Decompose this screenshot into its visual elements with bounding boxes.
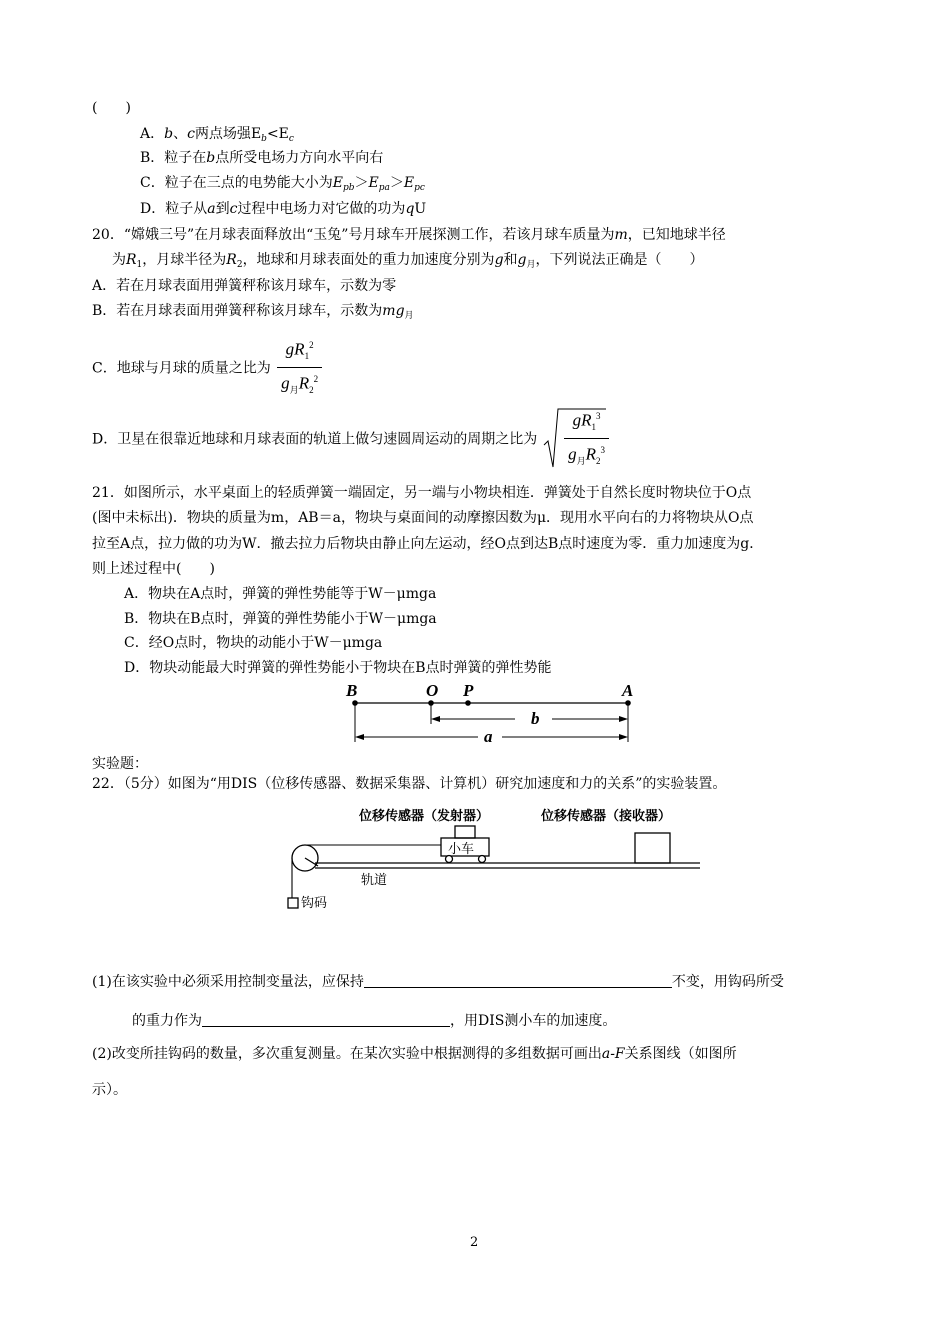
q19-option-c: C．粒子在三点的电势能大小为$E_{pb}>E_{pa}>E_{pc}$	[140, 175, 425, 193]
q19-answer-paren: ( )	[92, 100, 131, 116]
cart-wheel-left	[446, 856, 453, 863]
q19-option-a: A．b、c两点场强$E_b<E_c$	[140, 126, 294, 144]
receiver-box	[635, 833, 670, 863]
weight-label: 钩码	[301, 895, 328, 910]
dim-label-a: a	[484, 727, 493, 746]
q22-part2-line1: (2)改变所挂钩码的数量，多次重复测量。在某次实验中根据测得的多组数据可画出a-F关系图线（如图所	[92, 1046, 737, 1062]
mass-ratio-fraction: $\frac{gR_1^2}{g_月R_2^2}$	[277, 334, 322, 401]
q19-option-d: D．粒子从a到c过程中电场力对它做的功为qU	[140, 201, 427, 217]
q20-option-a: A．若在月球表面用弹簧秤称该月球车，示数为零	[92, 278, 397, 294]
answer-blank-1[interactable]	[364, 987, 672, 988]
q22-part1-line1: (1)在该实验中必须采用控制变量法，应保持 不变，用钩码所受	[92, 974, 784, 990]
label-B: B	[346, 681, 358, 700]
q19-option-b: B．粒子在b点所受电场力方向水平向右	[140, 150, 384, 166]
q22-stem: 22．（5分）如图为“用DIS（位移传感器、数据采集器、计算机）研究加速度和力的关系”的实验装置。	[92, 776, 727, 792]
label-O: O	[426, 681, 439, 700]
q20-stem-line2: 为$R_1$，月球半径为$R_2$，地球和月球表面处的重力加速度分别为g和$g_月$，下列说法正确是（ ）	[112, 252, 704, 270]
hook-weight	[288, 898, 298, 908]
q20-option-d: D．卫星在很靠近地球和月球表面的轨道上做匀速圆周运动的周期之比为 $\frac{gR_1^3}{g_月R_2^3}$	[92, 405, 609, 472]
q22-part1-line2: 的重力作为 ，用DIS测小车的加速度。	[132, 1013, 617, 1029]
q21-option-a: A．物块在A点时，弹簧的弹性势能等于W－μmga	[124, 586, 437, 602]
q21-stem-line1: 21．如图所示，水平桌面上的轻质弹簧一端固定，另一端与小物块相连．弹簧处于自然长度时物块位于O点	[92, 485, 752, 501]
cart-wheel-right	[479, 856, 486, 863]
dim-label-b: b	[531, 709, 540, 728]
emitter-box	[455, 826, 475, 838]
point-P	[465, 700, 471, 706]
q20-stem-line1: 20．“嫦娥三号”在月球表面释放出“玉兔”号月球车开展探测工作，若该月球车质量为m，已知地球半径	[92, 227, 726, 243]
q21-stem-line3: 拉至A点，拉力做的功为W．撤去拉力后物块由静止向左运动，经O点到达B点时速度为零．重力加速度为g．	[92, 536, 764, 552]
q21-stem-line4: 则上述过程中( )	[92, 561, 215, 577]
period-ratio-fraction: $\frac{gR_1^3}{g_月R_2^3}$	[564, 405, 609, 472]
cart-label: 小车	[448, 841, 475, 856]
label-A: A	[622, 681, 634, 700]
q21-option-b: B．物块在B点时，弹簧的弹性势能小于W－μmga	[124, 611, 437, 627]
receiver-label: 位移传感器（接收器）	[541, 808, 672, 823]
track-label: 轨道	[361, 872, 388, 887]
q20-option-c: C．地球与月球的质量之比为 $\frac{gR_1^2}{g_月R_2^2}$	[92, 334, 322, 401]
pulley-arm	[305, 858, 318, 866]
page-number: 2	[470, 1235, 479, 1250]
spring-block-diagram	[330, 676, 650, 748]
answer-blank-2[interactable]	[202, 1026, 450, 1027]
q21-option-d: D．物块动能最大时弹簧的弹性势能小于物块在B点时弹簧的弹性势能	[124, 660, 552, 676]
q22-part2-line2: 示）。	[92, 1082, 127, 1098]
q21-stem-line2: (图中未标出)．物块的质量为m，AB＝a，物块与桌面间的动摩擦因数为μ．现用水平向右的力将物块从O点	[92, 510, 754, 526]
dis-apparatus-diagram	[285, 800, 700, 915]
q20-option-b: B．若在月球表面用弹簧秤称该月球车，示数为$mg_月$	[92, 303, 414, 321]
emitter-label: 位移传感器（发射器）	[359, 808, 490, 823]
label-P: P	[463, 681, 474, 700]
q21-option-c: C．经O点时，物块的动能小于W－μmga	[124, 635, 383, 651]
experiment-heading: 实验题：	[92, 756, 148, 772]
